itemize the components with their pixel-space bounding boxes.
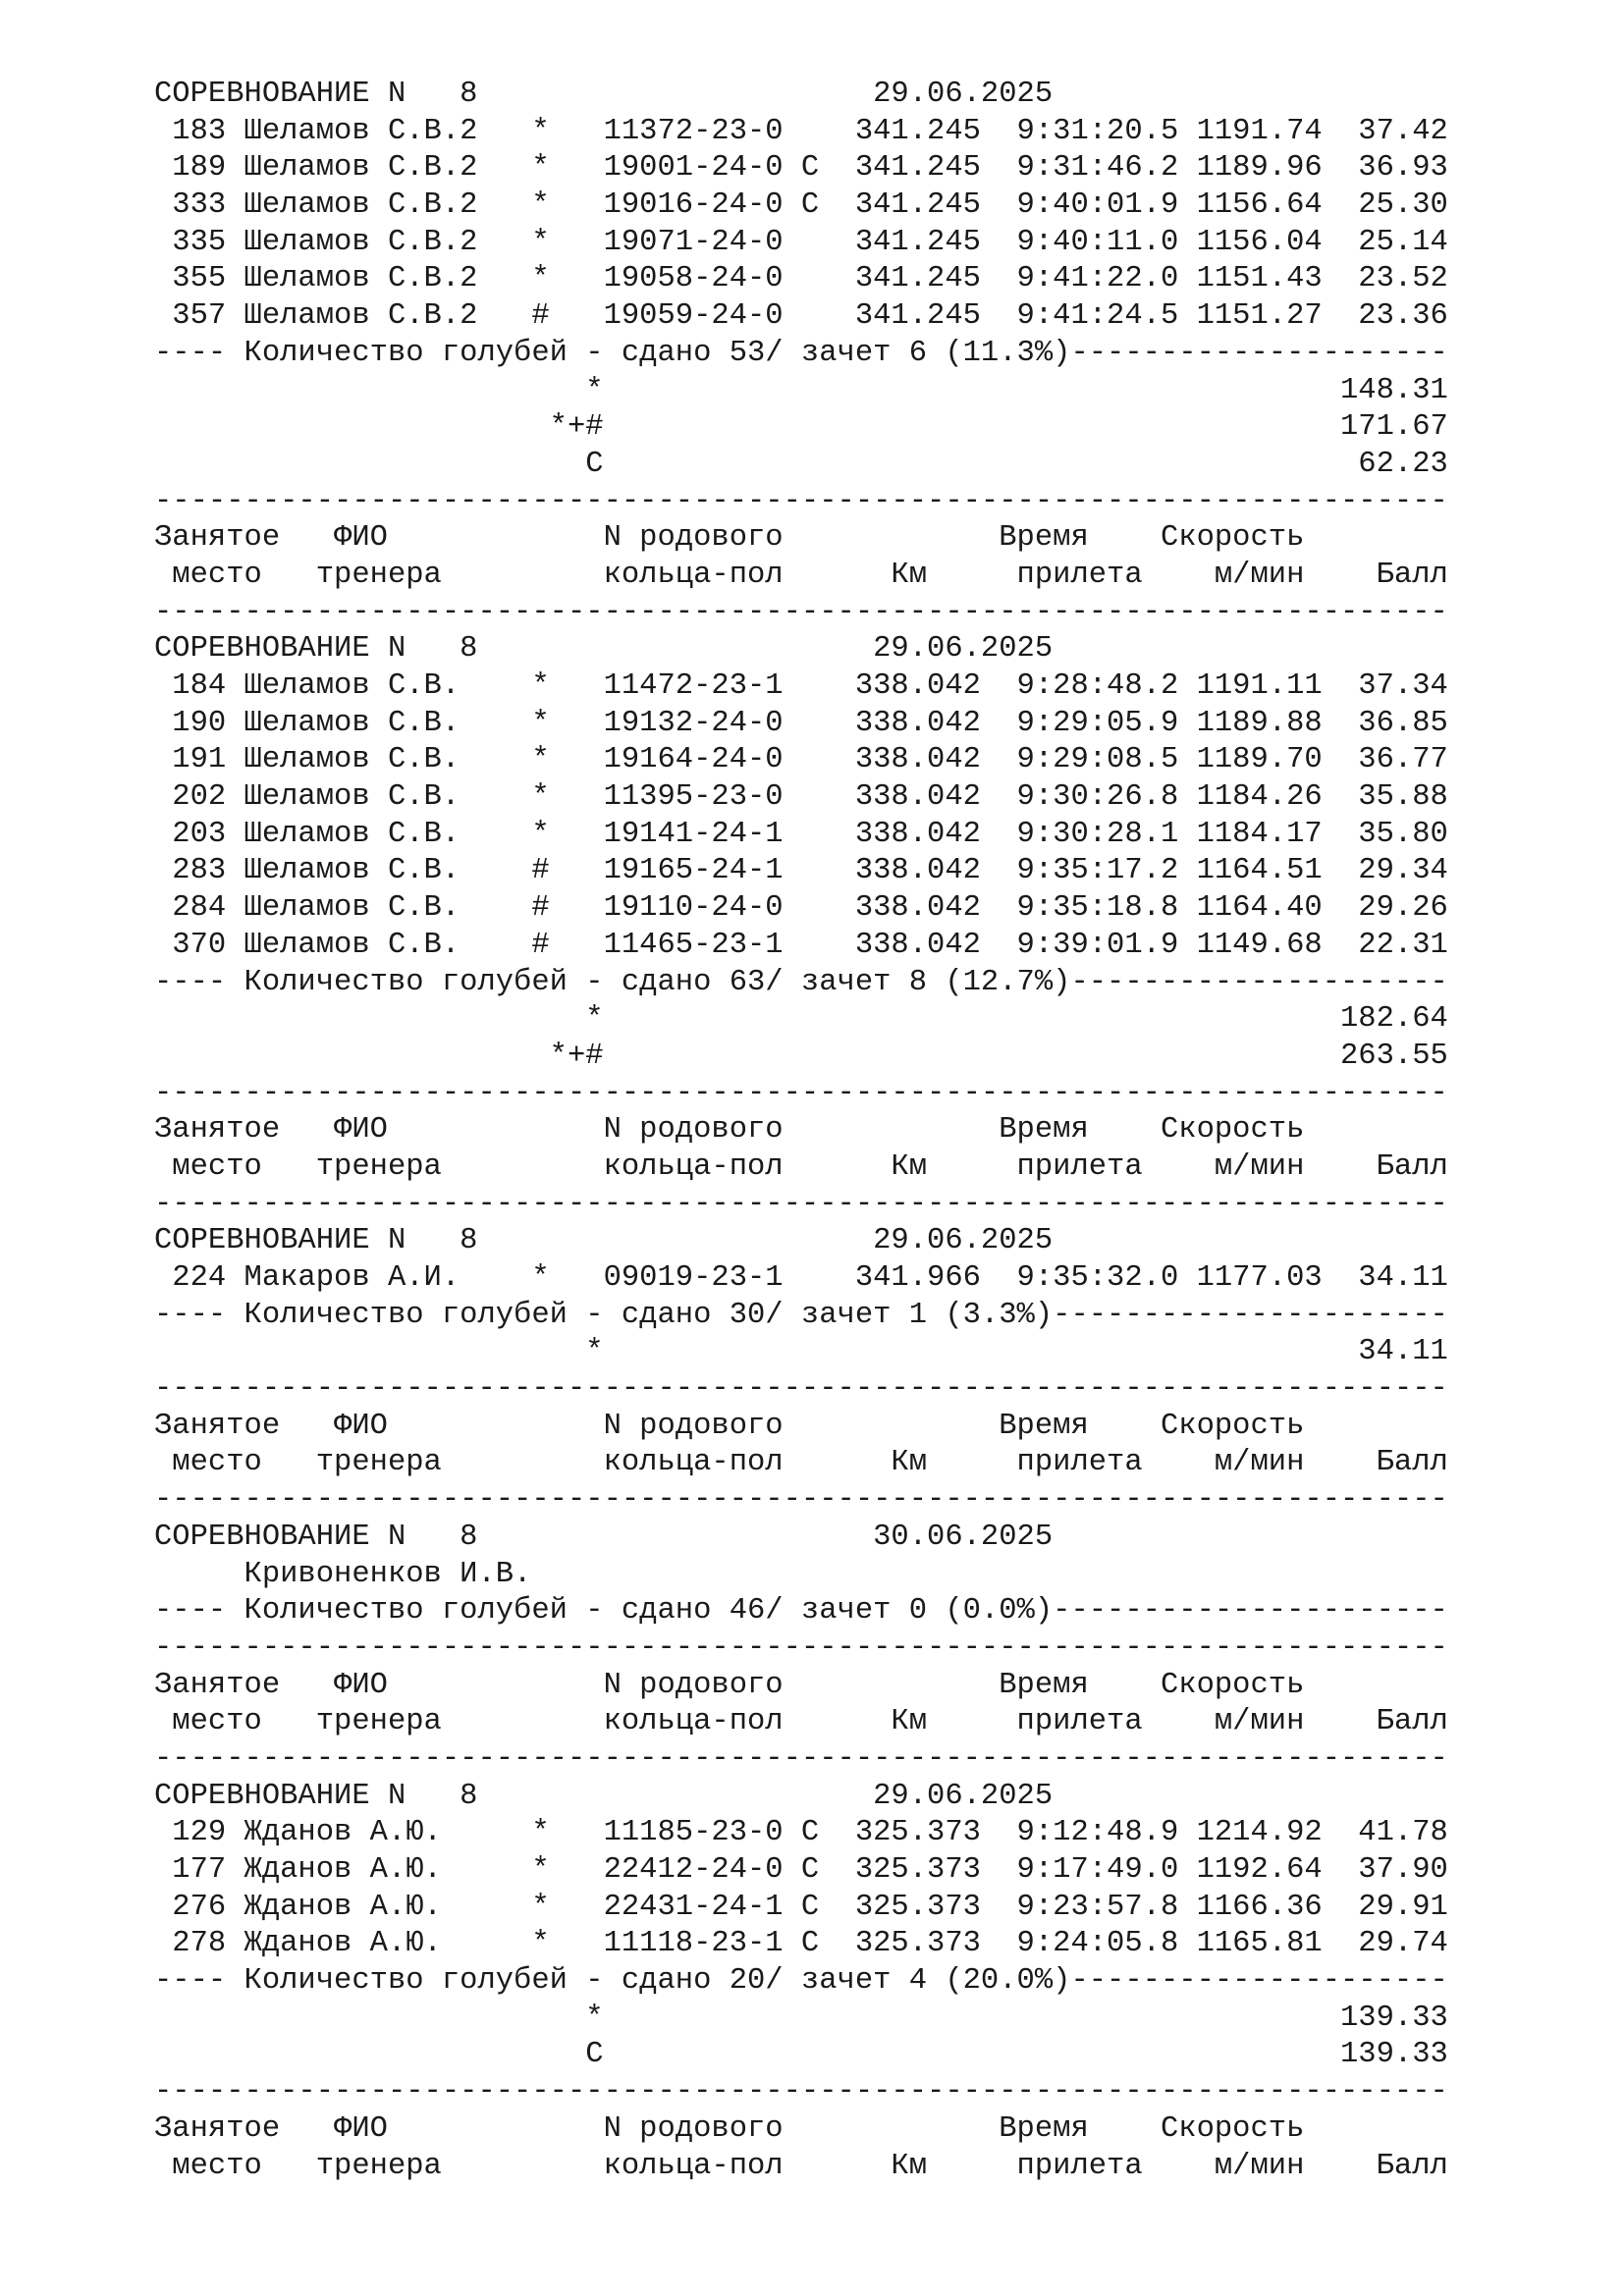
separator-line: ------------------------------------------------------------------------ [154,1187,1448,1221]
result-row: 191 Шеламов С.В. * 19164-24-0 338.042 9:29:08.5 1189.70 36.77 [154,743,1448,777]
competition-header: СОРЕВНОВАНИЕ N 8 29.06.2025 [154,1224,1054,1258]
result-row: 355 Шеламов С.В.2 * 19058-24-0 341.245 9:41:22.0 1151.43 23.52 [154,262,1448,296]
result-row: 283 Шеламов С.В. # 19165-24-1 338.042 9:35:17.2 1164.51 29.34 [154,854,1448,888]
score-subtotal: * 139.33 [154,2001,1448,2035]
score-subtotal: *+# 171.67 [154,410,1448,445]
result-row: 203 Шеламов С.В. * 19141-24-1 338.042 9:30:28.1 1184.17 35.80 [154,817,1448,851]
column-header-row-1: Занятое ФИО N родового Время Скорость [154,1113,1305,1148]
result-row: 278 Жданов А.Ю. * 11118-23-1 С 325.373 9:24:05.8 1165.81 29.74 [154,1927,1448,1961]
column-header-row-1: Занятое ФИО N родового Время Скорость [154,2111,1305,2146]
column-header-row-1: Занятое ФИО N родового Время Скорость [154,521,1305,556]
pigeon-count-summary: ---- Количество голубей - сдано 46/ зачет 0 (0.0%)---------------------- [154,1594,1448,1629]
score-subtotal: * 34.11 [154,1335,1448,1369]
result-row: 276 Жданов А.Ю. * 22431-24-1 С 325.373 9:23:57.8 1166.36 29.91 [154,1890,1448,1924]
result-row: 177 Жданов А.Ю. * 22412-24-0 С 325.373 9:17:49.0 1192.64 37.90 [154,1853,1448,1887]
pigeon-count-summary: ---- Количество голубей - сдано 30/ зачет 1 (3.3%)---------------------- [154,1298,1448,1332]
separator-line: ------------------------------------------------------------------------ [154,1372,1448,1407]
separator-line: ------------------------------------------------------------------------ [154,1483,1448,1518]
pigeon-count-summary: ---- Количество голубей - сдано 53/ зачет 6 (11.3%)--------------------- [154,336,1448,370]
result-row: 202 Шеламов С.В. * 11395-23-0 338.042 9:30:26.8 1184.26 35.88 [154,780,1448,815]
result-row: 357 Шеламов С.В.2 # 19059-24-0 341.245 9:41:24.5 1151.27 23.36 [154,299,1448,334]
participant-line: Кривоненков И.В. [154,1557,532,1591]
result-row: 184 Шеламов С.В. * 11472-23-1 338.042 9:28:48.2 1191.11 37.34 [154,669,1448,703]
separator-line: ------------------------------------------------------------------------ [154,2075,1448,2109]
separator-line: ------------------------------------------------------------------------ [154,484,1448,518]
result-row: 189 Шеламов С.В.2 * 19001-24-0 С 341.245 9:31:46.2 1189.96 36.93 [154,151,1448,186]
result-row: 333 Шеламов С.В.2 * 19016-24-0 С 341.245 9:40:01.9 1156.64 25.30 [154,188,1448,223]
result-row: 190 Шеламов С.В. * 19132-24-0 338.042 9:29:05.9 1189.88 36.85 [154,706,1448,740]
separator-line: ------------------------------------------------------------------------ [154,1076,1448,1110]
pigeon-count-summary: ---- Количество голубей - сдано 63/ зачет 8 (12.7%)--------------------- [154,965,1448,999]
column-header-row-1: Занятое ФИО N родового Время Скорость [154,1409,1305,1443]
result-row: 129 Жданов А.Ю. * 11185-23-0 С 325.373 9:12:48.9 1214.92 41.78 [154,1816,1448,1850]
separator-line: ------------------------------------------------------------------------ [154,1630,1448,1665]
result-row: 183 Шеламов С.В.2 * 11372-23-0 341.245 9:31:20.5 1191.74 37.42 [154,114,1448,148]
column-header-row-1: Занятое ФИО N родового Время Скорость [154,1668,1305,1702]
result-row: 370 Шеламов С.В. # 11465-23-1 338.042 9:39:01.9 1149.68 22.31 [154,928,1448,962]
competition-header: СОРЕВНОВАНИЕ N 8 29.06.2025 [154,632,1054,667]
column-header-row-2: место тренера кольца-пол Км прилета м/мин Балл [154,1149,1448,1184]
result-row: 224 Макаров А.И. * 09019-23-1 341.966 9:35:32.0 1177.03 34.11 [154,1261,1448,1295]
score-subtotal: * 182.64 [154,1002,1448,1037]
separator-line: ------------------------------------------------------------------------ [154,595,1448,629]
column-header-row-2: место тренера кольца-пол Км прилета м/мин Балл [154,1705,1448,1739]
column-header-row-2: место тренера кольца-пол Км прилета м/мин Балл [154,1446,1448,1480]
column-header-row-2: место тренера кольца-пол Км прилета м/мин Балл [154,558,1448,592]
competition-header: СОРЕВНОВАНИЕ N 8 29.06.2025 [154,78,1054,111]
score-subtotal: С 139.33 [154,2038,1448,2072]
competition-header: СОРЕВНОВАНИЕ N 8 30.06.2025 [154,1520,1054,1554]
competition-header: СОРЕВНОВАНИЕ N 8 29.06.2025 [154,1779,1054,1813]
score-subtotal: * 148.31 [154,373,1448,407]
result-row: 335 Шеламов С.В.2 * 19071-24-0 341.245 9:40:11.0 1156.04 25.14 [154,225,1448,259]
pigeon-count-summary: ---- Количество голубей - сдано 20/ зачет 4 (20.0%)--------------------- [154,1964,1448,1999]
results-printout [154,77,1448,2185]
separator-line: ------------------------------------------------------------------------ [154,1741,1448,1776]
column-header-row-2: место тренера кольца-пол Км прилета м/мин Балл [154,2149,1448,2183]
score-subtotal: *+# 263.55 [154,1039,1448,1073]
score-subtotal: С 62.23 [154,447,1448,481]
result-row: 284 Шеламов С.В. # 19110-24-0 338.042 9:35:18.8 1164.40 29.26 [154,891,1448,926]
